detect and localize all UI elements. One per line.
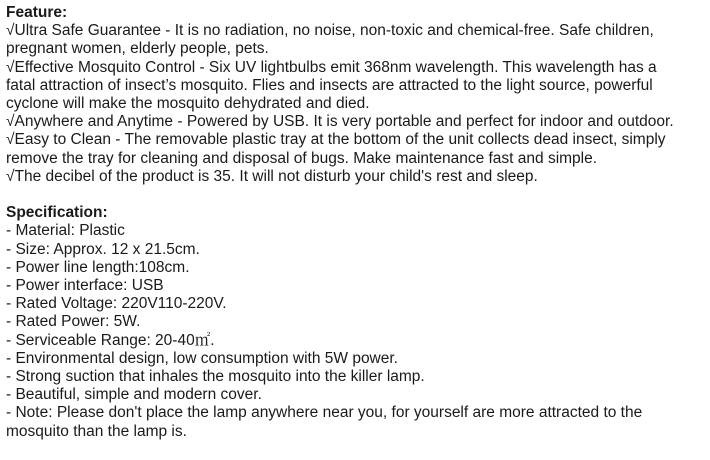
feature-line: √Anywhere and Anytime - Powered by USB. It is very portable and perfect for indoor and outdoor. [6, 113, 674, 131]
spec-line: - Rated Power: 5W. [6, 313, 141, 331]
feature-line: √Ultra Safe Guarantee - It is no radiation, no noise, non-toxic and chemical-free. Safe children, [6, 22, 654, 40]
feature-line: pregnant women, elderly people, pets. [6, 40, 269, 58]
spec-line: - Environmental design, low consumption with 5W power. [6, 349, 398, 367]
feature-heading: Feature: [6, 4, 68, 21]
feature-line: √Easy to Clean - The removable plastic tray at the bottom of the unit collects dead insect, simply [6, 131, 666, 149]
feature-line: fatal attraction of insect’s mosquito. Flies and insects are attracted to the light source, powerful [6, 76, 653, 94]
spec-line: - Beautiful, simple and modern cover. [6, 386, 262, 404]
spec-line: - Power line length:108cm. [6, 258, 190, 276]
feature-line: remove the tray for cleaning and disposal of bugs. Make maintenance fast and simple. [6, 149, 598, 167]
spec-line: - Power interface: USB [6, 277, 164, 295]
specification-heading: Specification: [6, 204, 108, 222]
spec-line: - Strong suction that inhales the mosquito into the killer lamp. [6, 368, 425, 386]
spec-line: - Rated Voltage: 220V110-220V. [6, 295, 227, 313]
spec-line: mosquito than the lamp is. [6, 422, 187, 440]
feature-section [6, 4, 706, 186]
feature-line: √Effective Mosquito Control - Six UV lightbulbs emit 368nm wavelength. This wavelength has a [6, 58, 657, 76]
spec-line: - Material: Plastic [6, 222, 125, 240]
section-spacer [6, 186, 706, 204]
feature-line: cyclone will make the mosquito dehydrated and died. [6, 95, 370, 113]
spec-line: - Note: Please don't place the lamp anywhere near you, for yourself are more attracted to the [6, 404, 643, 422]
product-description [6, 4, 706, 441]
spec-line: - Serviceable Range: 20-40㎡. [6, 331, 215, 349]
spec-line: - Size: Approx. 12 x 21.5cm. [6, 240, 200, 258]
specification-section [6, 204, 706, 441]
feature-line: √The decibel of the product is 35. It will not disturb your child's rest and sleep. [6, 167, 538, 185]
